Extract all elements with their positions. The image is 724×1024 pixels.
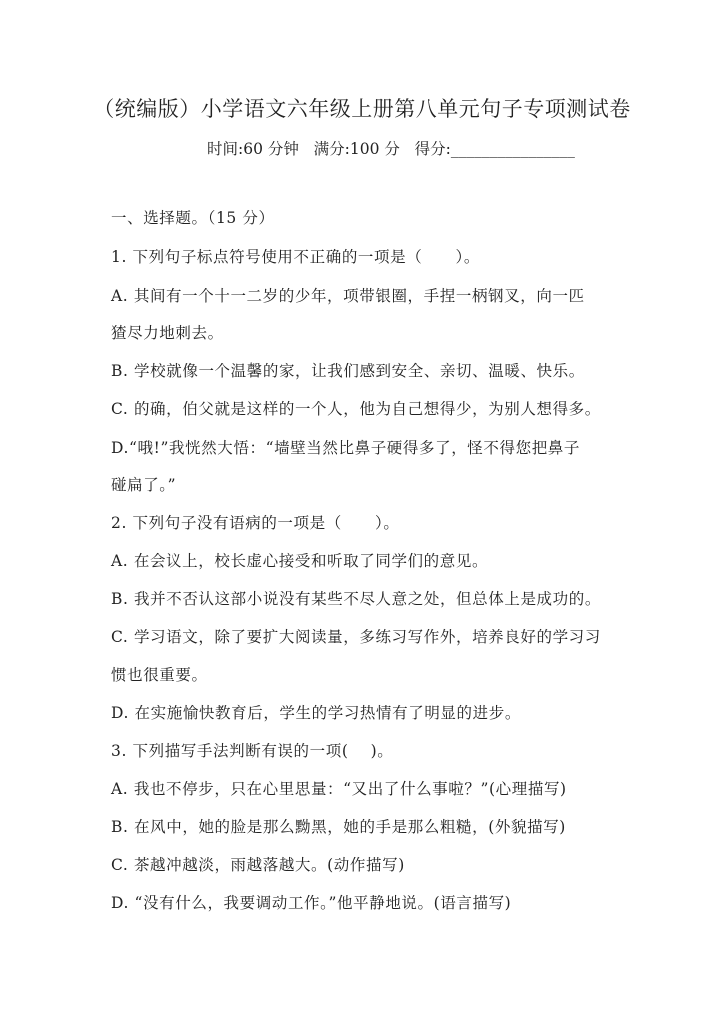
- document-title: （统编版）小学语文六年级上册第八单元句子专项测试卷: [93, 97, 631, 121]
- question-1-option-d: D.“哦!”我恍然大悟：“墙壁当然比鼻子硬得多了，怪不得您把鼻子: [111, 439, 581, 457]
- question-3-stem: 3. 下列描写手法判断有误的一项( )。: [111, 742, 394, 760]
- question-1-option-a-cont: 猹尽力地刺去。: [111, 324, 224, 342]
- question-3-option-b: B. 在风中，她的脸是那么黝黑，她的手是那么粗糙，(外貌描写): [111, 818, 566, 836]
- question-2-option-c-cont: 惯也很重要。: [111, 666, 208, 684]
- question-2-option-c: C. 学习语文，除了要扩大阅读量，多练习写作外，培养良好的学习习: [111, 628, 601, 646]
- question-2-option-b: B. 我并不否认这部小说没有某些不尽人意之处，但总体上是成功的。: [111, 590, 601, 608]
- question-2-stem: 2. 下列句子没有语病的一项是（ ）。: [111, 514, 400, 532]
- question-1-option-b: B. 学校就像一个温馨的家，让我们感到安全、亲切、温暖、快乐。: [111, 362, 585, 380]
- question-2-option-a: A. 在会议上，校长虚心接受和听取了同学们的意见。: [111, 552, 489, 570]
- question-3-option-c: C. 茶越冲越淡，雨越落越大。(动作描写): [111, 856, 405, 874]
- exam-meta: 时间:60 分钟 满分:100 分 得分:________________: [207, 140, 575, 158]
- question-1-stem: 1. 下列句子标点符号使用不正确的一项是（ ）。: [111, 248, 480, 266]
- question-2-option-d: D. 在实施愉快教育后，学生的学习热情有了明显的进步。: [111, 704, 521, 722]
- question-3-option-a: A. 我也不停步，只在心里思量：“又出了什么事啦？”(心理描写): [111, 780, 567, 798]
- question-1-option-d-cont: 碰扁了。”: [111, 476, 177, 494]
- question-1-option-a: A. 其间有一个十一二岁的少年，项带银圈，手捏一柄钢叉，向一匹: [111, 287, 585, 305]
- question-1-option-c: C. 的确，伯父就是这样的一个人，他为自己想得少，为别人想得多。: [111, 400, 601, 418]
- question-3-option-d: D. “没有什么，我要调动工作。”他平静地说。(语言描写): [111, 894, 512, 912]
- section-heading: 一、选择题。（15 分）: [111, 209, 275, 227]
